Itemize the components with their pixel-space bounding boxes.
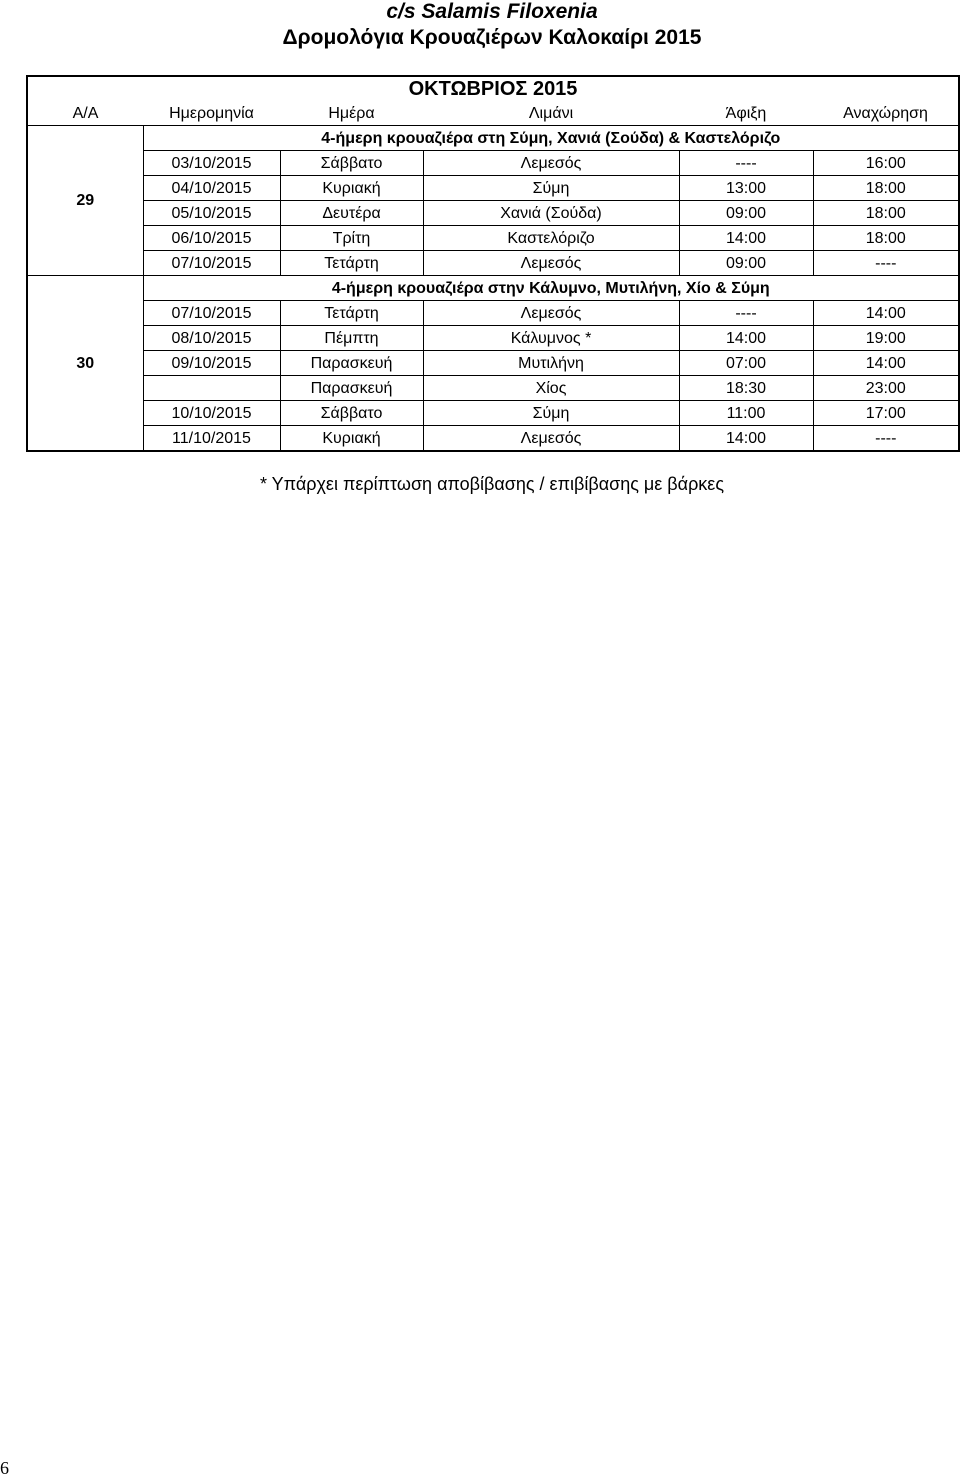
cruise-title: 4-ήμερη κρουαζιέρα στην Κάλυμνο, Μυτιλήνη, Χίο & Σύμη xyxy=(143,276,959,301)
table-row xyxy=(27,326,959,351)
departure-cell: 17:00 xyxy=(813,401,959,426)
arrival-cell: 14:00 xyxy=(679,326,813,351)
day-cell: Κυριακή xyxy=(280,426,423,452)
month-row xyxy=(27,76,959,101)
table-row xyxy=(27,401,959,426)
port-cell: Λεμεσός xyxy=(423,301,679,326)
date-cell: 11/10/2015 xyxy=(172,429,251,447)
port-cell: Κάλυμνος * xyxy=(423,326,679,351)
departure-cell: 18:00 xyxy=(813,201,959,226)
arrival-cell: 09:00 xyxy=(679,251,813,276)
departure-cell: 14:00 xyxy=(813,301,959,326)
table-row xyxy=(27,201,959,226)
departure-cell: 16:00 xyxy=(813,151,959,176)
day-cell: Τετάρτη xyxy=(280,251,423,276)
header-date: Ημερομηνία xyxy=(143,101,280,126)
port-cell: Μυτιλήνη xyxy=(423,351,679,376)
cruise-number: 30 xyxy=(27,276,143,452)
header-port: Λιμάνι xyxy=(423,101,679,126)
arrival-cell: 13:00 xyxy=(679,176,813,201)
table-row xyxy=(27,151,959,176)
date-cell: 03/10/2015 xyxy=(143,151,280,176)
arrival-cell: ---- xyxy=(679,151,813,176)
port-cell: Σύμη xyxy=(423,176,679,201)
table-row xyxy=(27,376,959,401)
arrival-cell: 14:00 xyxy=(679,426,813,452)
day-cell: Κυριακή xyxy=(280,176,423,201)
port-cell: Χίος xyxy=(423,376,679,401)
departure-cell: 18:00 xyxy=(813,176,959,201)
port-cell: Χανιά (Σούδα) xyxy=(423,201,679,226)
month-heading: ΟΚΤΩΒΡΙΟΣ 2015 xyxy=(408,77,578,100)
schedule-table xyxy=(26,75,960,452)
day-cell: Παρασκευή xyxy=(280,376,423,401)
document-title: c/s Salamis Filoxenia xyxy=(386,0,598,23)
date-cell: 04/10/2015 xyxy=(143,176,280,201)
date-cell: 09/10/2015 xyxy=(143,351,280,376)
day-cell: Πέμπτη xyxy=(280,326,423,351)
arrival-cell: 07:00 xyxy=(679,351,813,376)
date-cell: 05/10/2015 xyxy=(143,201,280,226)
table-row xyxy=(27,301,959,326)
arrival-cell: ---- xyxy=(679,301,813,326)
date-cell: 06/10/2015 xyxy=(143,226,280,251)
port-cell: Λεμεσός xyxy=(423,251,679,276)
document-subtitle: Δρομολόγια Κρουαζιέρων Καλοκαίρι 2015 xyxy=(282,26,702,49)
departure-cell: 14:00 xyxy=(813,351,959,376)
schedule-body xyxy=(27,76,959,451)
day-cell: Τετάρτη xyxy=(280,301,423,326)
header-row xyxy=(27,101,959,126)
arrival-cell: 18:30 xyxy=(679,376,813,401)
arrival-cell: 09:00 xyxy=(679,201,813,226)
table-row xyxy=(27,176,959,201)
departure-cell: ---- xyxy=(813,251,959,276)
departure-cell: 19:00 xyxy=(813,326,959,351)
port-cell: Λεμεσός xyxy=(423,426,679,452)
header-departure: Αναχώρηση xyxy=(813,101,959,126)
header-arrival: Άφιξη xyxy=(679,101,813,126)
table-row xyxy=(27,351,959,376)
cruise-title-row xyxy=(27,126,959,151)
day-cell: Δευτέρα xyxy=(280,201,423,226)
header-day: Ημέρα xyxy=(280,101,423,126)
date-cell: 08/10/2015 xyxy=(143,326,280,351)
day-cell: Παρασκευή xyxy=(280,351,423,376)
day-cell: Σάββατο xyxy=(280,151,423,176)
departure-cell: ---- xyxy=(813,426,959,452)
table-row xyxy=(27,251,959,276)
header-aa: Α/Α xyxy=(27,101,143,126)
departure-cell: 18:00 xyxy=(813,226,959,251)
departure-cell: 23:00 xyxy=(813,376,959,401)
arrival-cell: 14:00 xyxy=(679,226,813,251)
arrival-cell: 11:00 xyxy=(679,401,813,426)
table-row xyxy=(27,426,959,452)
cruise-number: 29 xyxy=(27,126,143,276)
date-cell: 10/10/2015 xyxy=(143,401,280,426)
port-cell: Λεμεσός xyxy=(423,151,679,176)
date-cell: 07/10/2015 xyxy=(143,301,280,326)
day-cell: Σάββατο xyxy=(280,401,423,426)
table-row xyxy=(27,226,959,251)
date-cell xyxy=(143,376,280,401)
date-cell: 07/10/2015 xyxy=(143,251,280,276)
footnote: * Υπάρχει περίπτωση αποβίβασης / επιβίβασης με βάρκες xyxy=(259,474,725,494)
day-cell: Τρίτη xyxy=(280,226,423,251)
cruise-title-row xyxy=(27,276,959,301)
cruise-title: 4-ήμερη κρουαζιέρα στη Σύμη, Χανιά (Σούδα) & Καστελόριζο xyxy=(143,126,959,151)
page-number: 6 xyxy=(0,1458,9,1478)
port-cell: Καστελόριζο xyxy=(423,226,679,251)
port-cell: Σύμη xyxy=(423,401,679,426)
